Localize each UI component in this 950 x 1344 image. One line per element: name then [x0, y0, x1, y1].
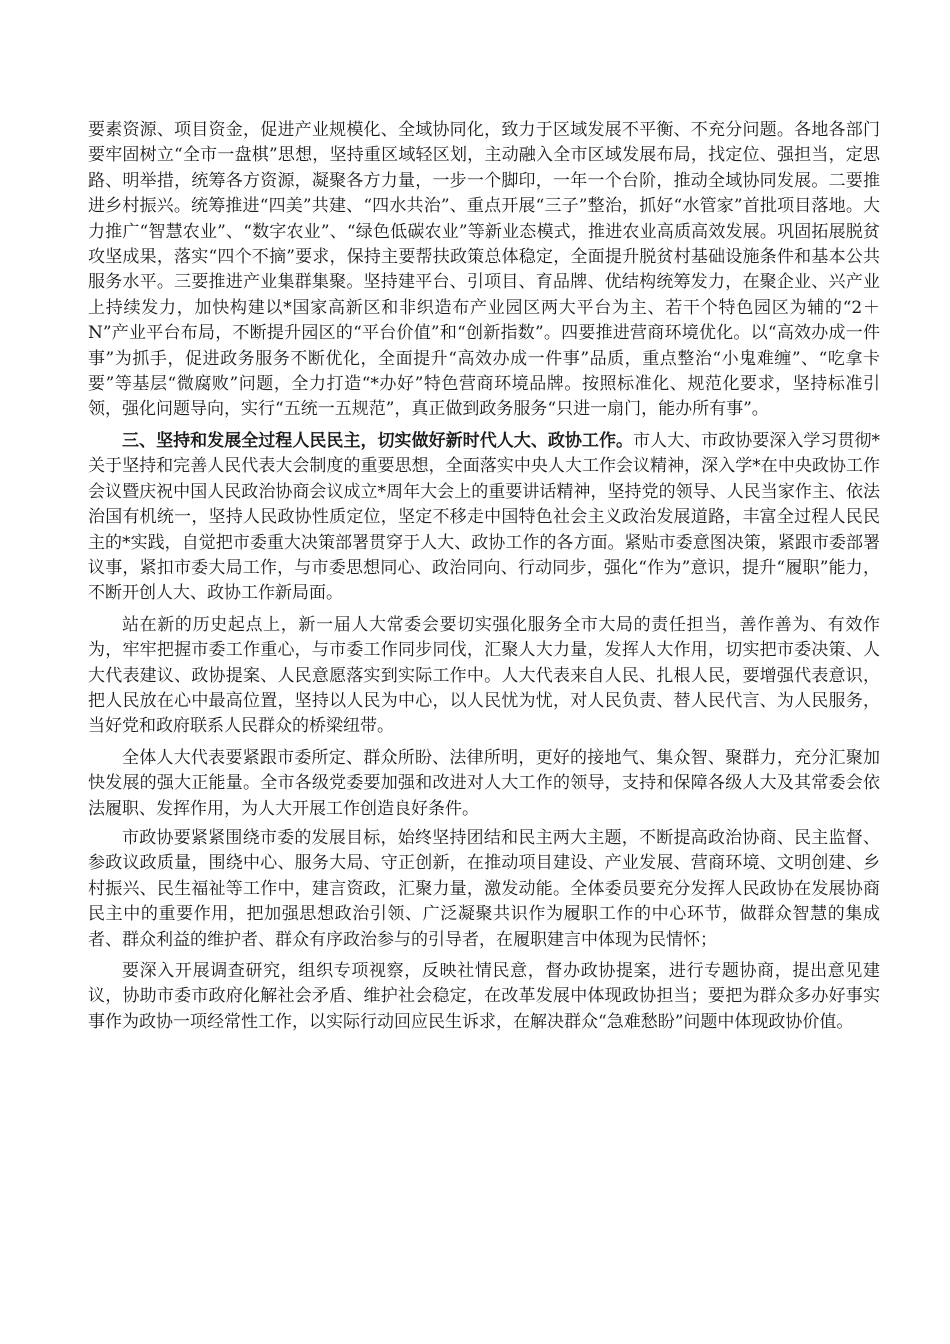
paragraph-npc-deputies: 全体人大代表要紧跟市委所定、群众所盼、法律所明，更好的接地气、集众智、聚群力，充分汇聚加快发展的强大正能量。全市各级党委要加强和改进对人大工作的领导，支持和保障各级人大及其常委会依法履职、发挥作用，为人大开展工作创造良好条件。: [88, 747, 880, 819]
paragraph-section-three: [88, 429, 880, 607]
paragraph-cppcc: 市政协要紧紧围绕市委的发展目标，始终坚持团结和民主两大主题，不断提高政治协商、民主监督、参政议政质量，围绕中心、服务大局、守正创新，在推动项目建设、产业发展、营商环境、文明创建、乡村振兴、民生福祉等工作中，建言资政，汇聚力量，激发动能。全体委员要充分发挥人民政协在发展协商民主中的重要作用，把加强思想政治引领、广泛凝聚共识作为履职工作的中心环节，做群众智慧的集成者、群众利益的维护者、群众有序政治参与的引导者，在履职建言中体现为民情怀；: [88, 827, 880, 950]
section-heading: 三、坚持和发展全过程人民民主，切实做好新时代人大、政协工作。: [122, 430, 634, 451]
paragraph-npc-standing-committee: 站在新的历史起点上，新一届人大常委会要切实强化服务全市大局的责任担当，善作善为、有效作为，牢牢把握市委工作重心，与市委工作同步同伐，汇聚人大力量，发挥人大作用，切实把市委决策、人大代表建议、政协提案、人民意愿落实到实际工作中。人大代表来自人民、扎根人民，要增强代表意识，把人民放在心中最高位置，坚持以人民为中心，以人民忧为忧，对人民负责、替人民代言、为人民服务，当好党和政府联系人民群众的桥梁纽带。: [88, 614, 880, 737]
paragraph-body: 市人大、市政协要深入学习贯彻*关于坚持和完善人民代表大会制度的重要思想，全面落实中央人大工作会议精神，深入学*在中央政协工作会议暨庆祝中国人民政治协商会议成立*周年大会上的重要讲话精神，坚持党的领导、人民当家作主、依法治国有机统一，坚持人民政协性质定位，坚定不移走中国特色社会主义政治发展道路，丰富全过程人民民主的*实践，自觉把市委重大决策部署贯穿于人大、政协工作的各方面。紧贴市委意图决策，紧跟市委部署议事，紧扣市委大局工作，与市委思想同心、政治同向、行动同步，强化“作为”意识，提升“履职”能力，不断开创人大、政协工作新局面。: [88, 430, 881, 604]
paragraph-continuation: 要素资源、项目资金，促进产业规模化、全域协同化，致力于区域发展不平衡、不充分问题。各地各部门要牢固树立“全市一盘棋”思想，坚持重区域轻区划，主动融入全市区域发展布局，找定位、强担当，定思路、明举措，统筹各方资源，凝聚各方力量，一步一个脚印，一年一个台阶，推动全域协同发展。二要推进乡村振兴。统筹推进“四美”共建、“四水共治”、重点开展“三子”整治，抓好“水管家”首批项目落地。大力推广“智慧农业”、“数字农业”、“绿色低碳农业”等新业态模式，推进农业高质高效发展。巩固拓展脱贫攻坚成果，落实“四个不摘”要求，保持主要帮扶政策总体稳定，全面提升脱贫村基础设施条件和基本公共服务水平。三要推进产业集群集聚。坚持建平台、引项目、育品牌、优结构统筹发力，在聚企业、兴产业上持续发力，加快构建以*国家高新区和非织造布产业园区两大平台为主、若干个特色园区为辅的“2＋N”产业平台布局，不断提升园区的“平台价值”和“创新指数”。四要推进营商环境优化。以“高效办成一件事”为抓手，促进政务服务不断优化，全面提升“高效办成一件事”品质，重点整治“小鬼难缠”、“吃拿卡要”等基层“微腐败”问题，全力打造“*办好”特色营商环境品牌。按照标准化、规范化要求，坚持标准引领，强化问题导向，实行“五统一五规范”，真正做到政务服务“只进一扇门，能办所有事”。: [88, 120, 880, 420]
document-page: [88, 118, 880, 1035]
paragraph-cppcc-research: 要深入开展调查研究，组织专项视察，反映社情民意，督办政协提案，进行专题协商，提出意见建议，协助市委市政府化解社会矛盾、维护社会稳定，在改革发展中体现政协担当；要把为群众多办好事实事作为政协一项经常性工作，以实际行动回应民生诉求，在解决群众“急难愁盼”问题中体现政协价值。: [88, 961, 880, 1032]
